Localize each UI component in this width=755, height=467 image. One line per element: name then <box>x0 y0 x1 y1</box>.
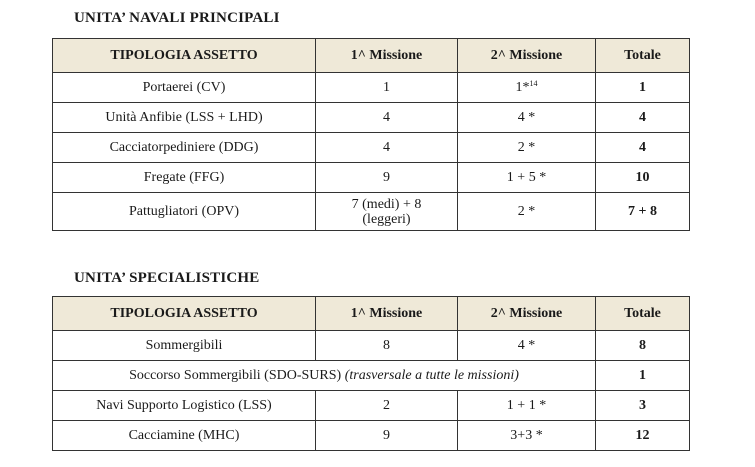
cell-tipologia: Portaerei (CV) <box>53 73 316 103</box>
table-header-row <box>53 39 690 73</box>
cell-missione-1 <box>316 193 458 231</box>
table-row <box>53 103 690 133</box>
cell-missione-1-line1: 7 (medi) + 8 <box>351 196 422 212</box>
section-title-specialistiche: UNITA’ SPECIALISTICHE <box>74 270 260 286</box>
cell-totale: 1 <box>596 361 690 391</box>
cell-tipologia: Unità Anfibie (LSS + LHD) <box>53 103 316 133</box>
header-missione-1: 1^ Missione <box>316 39 458 73</box>
cell-missione-2-value: 1* <box>515 80 530 95</box>
cell-totale: 8 <box>596 331 690 361</box>
section-title-navali-principali: UNITA’ NAVALI PRINCIPALI <box>74 10 280 26</box>
cell-missione-1: 1 <box>316 73 458 103</box>
cell-tipologia-merged <box>53 361 596 391</box>
table-row <box>53 193 690 231</box>
cell-tipologia: Pattugliatori (OPV) <box>53 193 316 231</box>
footnote-marker: 14 <box>529 79 538 88</box>
cell-missione-1: 8 <box>316 331 458 361</box>
cell-missione-2: 3+3 * <box>458 421 596 451</box>
cell-missione-1: 4 <box>316 133 458 163</box>
table-specialistiche <box>52 296 690 451</box>
table-header-row <box>53 297 690 331</box>
cell-missione-1: 9 <box>316 421 458 451</box>
header-totale: Totale <box>596 297 690 331</box>
cell-totale: 10 <box>596 163 690 193</box>
table-row <box>53 391 690 421</box>
cell-tipologia: Navi Supporto Logistico (LSS) <box>53 391 316 421</box>
cell-totale: 12 <box>596 421 690 451</box>
table-row <box>53 361 690 391</box>
cell-missione-1-line2: (leggeri) <box>362 211 411 227</box>
cell-tipologia: Cacciamine (MHC) <box>53 421 316 451</box>
cell-missione-1: 4 <box>316 103 458 133</box>
cell-totale: 4 <box>596 133 690 163</box>
cell-missione-2: 1 + 5 * <box>458 163 596 193</box>
table-row <box>53 133 690 163</box>
table-row <box>53 73 690 103</box>
cell-totale: 7 + 8 <box>596 193 690 231</box>
cell-totale: 3 <box>596 391 690 421</box>
table-row <box>53 421 690 451</box>
cell-missione-2: 2 * <box>458 193 596 231</box>
cell-tipologia-text: Soccorso Sommergibili (SDO-SURS) <box>129 367 342 383</box>
header-missione-2: 2^ Missione <box>458 297 596 331</box>
cell-totale: 4 <box>596 103 690 133</box>
header-totale: Totale <box>596 39 690 73</box>
header-missione-1: 1^ Missione <box>316 297 458 331</box>
cell-missione-1: 2 <box>316 391 458 421</box>
table-row <box>53 331 690 361</box>
table-navali-principali <box>52 38 690 231</box>
cell-tipologia: Sommergibili <box>53 331 316 361</box>
table-row <box>53 163 690 193</box>
cell-tipologia: Cacciatorpediniere (DDG) <box>53 133 316 163</box>
cell-totale: 1 <box>596 73 690 103</box>
header-tipologia: TIPOLOGIA ASSETTO <box>53 39 316 73</box>
header-tipologia: TIPOLOGIA ASSETTO <box>53 297 316 331</box>
cell-missione-2: 2 * <box>458 133 596 163</box>
cell-note: (trasversale a tutte le missioni) <box>344 367 519 383</box>
header-missione-2: 2^ Missione <box>458 39 596 73</box>
cell-missione-2: 1 + 1 * <box>458 391 596 421</box>
cell-missione-2: 4 * <box>458 103 596 133</box>
cell-tipologia: Fregate (FFG) <box>53 163 316 193</box>
cell-missione-2 <box>458 73 596 103</box>
cell-missione-2: 4 * <box>458 331 596 361</box>
cell-missione-1: 9 <box>316 163 458 193</box>
